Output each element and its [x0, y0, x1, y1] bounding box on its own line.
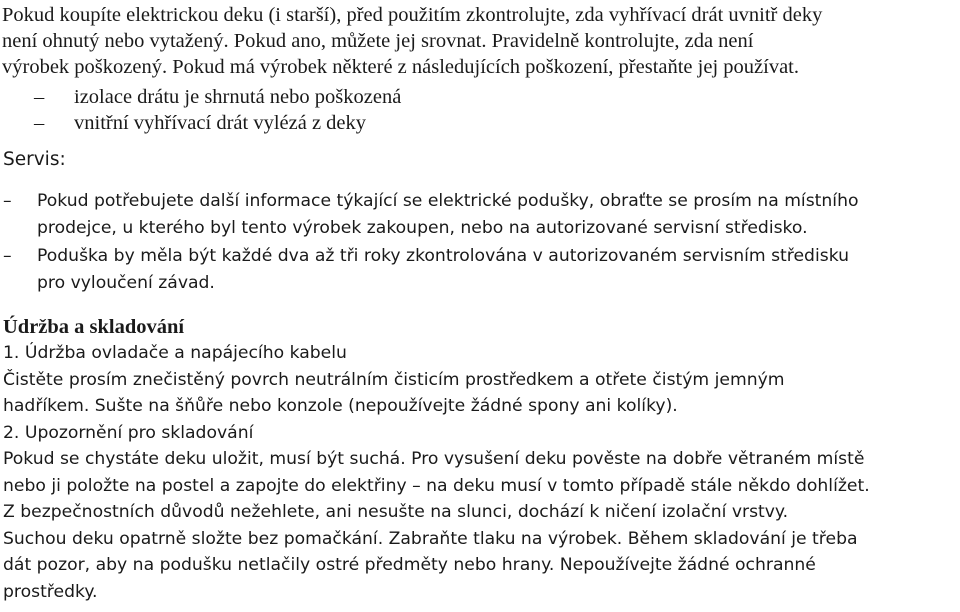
body-line: Suchou deku opatrně složte bez pomačkání. Zabraňte tlaku na výrobek. Během skladování je třeba — [3, 528, 858, 549]
intro-line: Pokud koupíte elektrickou deku (i starší), před použitím zkontrolujte, zda vyhřívací drát uvnitř deky — [2, 4, 823, 26]
list-item-text: izolace drátu je shrnutá nebo poškozená — [74, 86, 402, 108]
dash-bullet: – — [34, 112, 45, 134]
intro-paragraph — [2, 2, 957, 80]
body-line: hadříkem. Sušte na šňůře nebo konzole (nepoužívejte žádné spony ani kolíky). — [3, 396, 678, 416]
body-line: dát pozor, aby na podušku netlačily ostré předměty nebo hrany. Nepoužívejte žádné ochranné — [3, 555, 816, 575]
intro-line: není ohnutý nebo vytažený. Pokud ano, můžete jej srovnat. Pravidelně kontrolujte, zda není — [2, 30, 754, 52]
body-line: Z bezpečnostních důvodů nežehlete, ani nesušte na slunci, dochází k ničení izolační vrstvy. — [3, 502, 789, 522]
dash-bullet: – — [34, 86, 45, 108]
section-heading-maintenance: Údržba a skladování — [3, 316, 185, 338]
body-line: nebo ji položte na postel a zapojte do elektřiny – na deku musí v tomto případě stále někdo dohlížet. — [3, 475, 870, 496]
body-line: 2. Upozornění pro skladování — [3, 422, 254, 443]
dash-bullet: – — [3, 191, 12, 211]
section-heading-servis: Servis: — [3, 149, 66, 170]
dash-bullet: – — [3, 246, 12, 266]
list-item-text: pro vyloučení závad. — [37, 272, 215, 293]
list-item-text: prodejce, u kterého byl tento výrobek zakoupen, nebo na autorizované servisní středisko. — [37, 217, 808, 238]
list-item-text: Poduška by měla být každé dva až tři roky zkontrolována v autorizovaném servisním středisku — [37, 246, 850, 266]
list-item-text: Pokud potřebujete další informace týkající se elektrické podušky, obraťte se prosím na místního — [37, 191, 859, 211]
body-line: prostředky. — [3, 581, 98, 602]
body-line: 1. Údržba ovladače a napájecího kabelu — [3, 343, 347, 363]
list-item-text: vnitřní vyhřívací drát vylézá z deky — [74, 112, 367, 134]
intro-line: výrobek poškozený. Pokud má výrobek některé z následujících poškození, přestaňte jej používat. — [2, 56, 799, 78]
body-line: Pokud se chystáte deku uložit, musí být suchá. Pro vysušení deku pověste na dobře větraném místě — [3, 449, 865, 469]
maintenance-body — [3, 340, 958, 605]
body-line: Čistěte prosím znečistěný povrch neutrálním čisticím prostředkem a otřete čistým jemným — [3, 369, 785, 390]
